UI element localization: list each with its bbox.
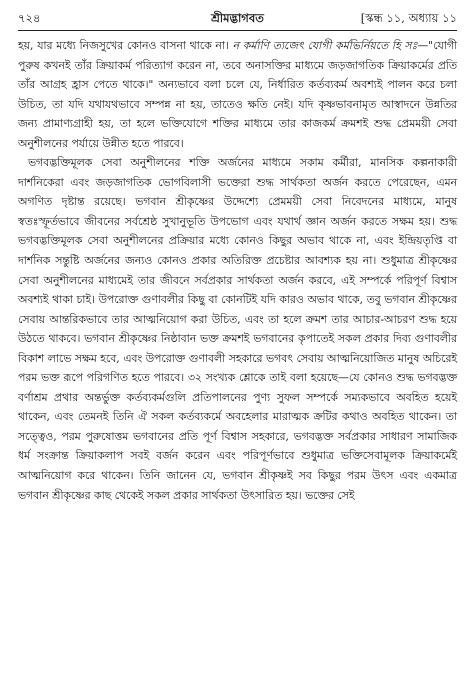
page-number: ৭২৪ — [18, 11, 41, 25]
paragraph-text: হয়, যার মধ্যে নিজসুখের কোনও বাসনা থাকে না। — [18, 39, 233, 52]
page-body — [18, 36, 457, 505]
header-divider — [18, 30, 457, 31]
paragraph-text: —"যোগী পুরুষ কখনই তাঁর ক্রিয়াকর্ম পরিত্যাগ করেন না, তবে অনাসক্তির মাধ্যমে জড়জাগতিক ক্রিয়াকর্মের প্রতি তাঁর আগ্রহ হ্রাস পেতে থাকে।" অন্যভাবে বলা চলে যে, নির্ধারিত কর্তব্যকর্ম অবশ্যই পালন করে চলা উচিত, তা যদি যথাযথভাবে সম্পন্ন না হয়, তাতেও ক্ষতি নেই। যদি কৃষ্ণভাবনামৃত আস্বাদনে উন্নতির জন্য প্রামাণ্যগ্রাহী হয়, তা হলে ভক্তিযোগে শক্তির মাধ্যমে তার কাজকর্ম ক্রমশই শুদ্ধ প্রেমময়ী সেবা অনুশীলনের পর্যায়ে উন্নীত হতে পারবে। — [18, 39, 457, 150]
paragraph — [18, 153, 457, 505]
page-header — [18, 10, 457, 26]
paragraph-text: ভগবদ্ভক্তিমূলক সেবা অনুশীলনের শক্তি অর্জনের মাধ্যমে সকাম কর্মীরা, মানসিক কল্পনাকারী দার্শনিকেরা এবং জড়জাগতিক ভোগবিলাসী ভক্তেরা শুদ্ধ সার্থকতা অর্জন করতে পেরেছেন, এমন অগণিত দৃষ্টান্ত রয়েছে। ভগবান শ্রীকৃষ্ণের উদ্দেশ্যে প্রেমময়ী সেবা নিবেদনের মাধ্যমে, মানুষ স্বতঃস্ফূর্তভাবে জীবনের সর্বশ্রেষ্ঠ সুখানুভূতি উপভোগ এবং যথার্থ জ্ঞান অর্জন করতে সক্ষম হয়। শুদ্ধ ভগবদ্ভক্তিমূলক সেবা অনুশীলনের প্রক্রিয়ার মধ্যে কোনও কিছুর অভাব থাকে না, এবং ইন্দ্রিয়তৃপ্তি বা দার্শনিক সন্তুষ্টি অর্জনের জন্যও কোনও প্রকার অতিরিক্ত প্রচেষ্টার আবশ্যক হয় না। শুধুমাত্র শ্রীকৃষ্ণের সেবা অনুশীলনের মাধ্যমেই তার জীবনে সর্বপ্রকার সার্থকতা অর্জন করবে, এই সম্পর্কে পরিপূর্ণ বিশ্বাস অবশ্যই থাকা চাই। উপরোক্ত গুণাবলীর কিছু বা কোনটিই যদি কারও অভাব থাকে, তবু ভগবান শ্রীকৃষ্ণের সেবায় আন্তরিকভাবে তার আত্মনিয়োগ করা উচিত, এবং তা হলে ক্রমশ তার আচার-আচরণ শুদ্ধ হয়ে উঠতে থাকবে। ভগবান শ্রীকৃষ্ণের নিষ্ঠাবান ভক্ত ক্রমশই ভগবানের কৃপাতেই সকল প্রকার দিব্য গুণাবলীর বিকাশ লাভে সক্ষম হবে, এবং উপরোক্ত গুণাবলী সহকারে ভগবৎ সেবায় আত্মনিয়োজিত মানুষ অচিরেই পরম ভক্ত রূপে পরিগণিত হতে পারবে। ৩২ সংখ্যক শ্লোকে তাই বলা হয়েছে—যে কোনও শুদ্ধ ভগবদ্ভক্ত বর্ণাশ্রম প্রথার অন্তর্ভুক্ত কর্তব্যকর্মগুলি প্রতিপালনের পুণ্য সুফল সম্পর্কে সম্যকভাবে অবহিত হয়েই থাকেন, এবং তেমনই তিনি ঐ সকল কর্তব্যকর্মে অবহেলার মারাত্মক ক্রটির কথাও অবহিত থাকেন। তা সত্ত্বেও, পরম পুরুষোত্তম ভগবানের প্রতি পূর্ণ বিশ্বাস সহকারে, ভগবদ্ভক্ত সর্বপ্রকার সাধারণ সামাজিক ধর্ম সংক্রান্ত ক্রিয়াকলাপ সবই বর্জন করেন এবং পরিপূর্ণভাবে শুধুমাত্র ভক্তিসেবামূলক ক্রিয়াকর্মেই আত্মনিয়োগ করে থাকেন। তিনি জানেন যে, ভগবান শ্রীকৃষ্ণই সব কিছুর পরম উৎস এবং একমাত্র ভগবান শ্রীকৃষ্ণের কাছ থেকেই সকল প্রকার সার্থকতা উৎসারিত হয়। ভক্তের সেই — [18, 156, 458, 502]
paragraph — [18, 36, 457, 153]
italic-verse-quote: ন কর্মাণি ত্যজেৎ যোগী কর্মভির্নিয়তে হি সঃ — [232, 39, 418, 52]
section-reference: [স্কন্ধ ১১, অধ্যায় ১১ — [360, 11, 457, 25]
book-title: শ্রীমদ্ভাগবত — [211, 11, 264, 25]
